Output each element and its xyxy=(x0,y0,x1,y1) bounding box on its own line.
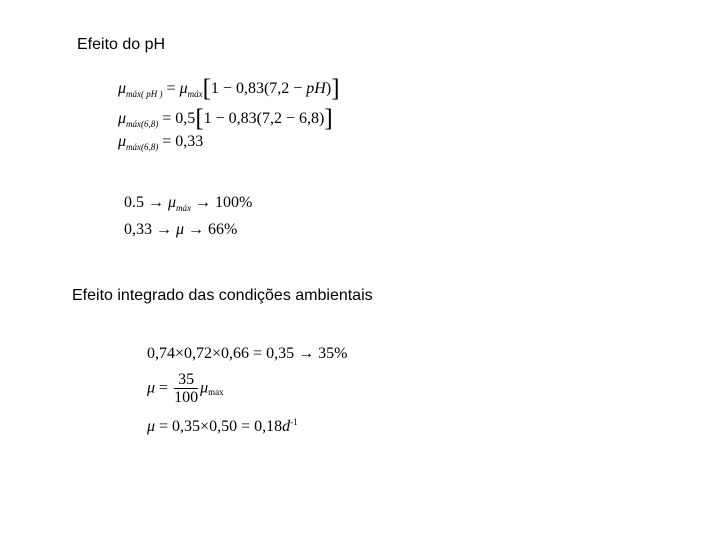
heading-ph-effect: Efeito do pH xyxy=(77,36,166,53)
ph-variable: pH xyxy=(306,80,326,97)
mu-symbol: μ xyxy=(176,221,185,238)
subscript: max xyxy=(208,387,224,397)
open-bracket: [ xyxy=(202,75,211,102)
denominator: 100 xyxy=(174,389,199,406)
percentage: → 66% xyxy=(188,221,238,238)
subscript: máx xyxy=(176,203,192,213)
day-unit: d xyxy=(282,418,291,435)
equation-mu-max-result xyxy=(118,134,203,150)
expression: 1 − 0,83(7,2 − 6,8) xyxy=(203,110,325,127)
equation-fraction xyxy=(147,371,224,406)
close-paren: ) xyxy=(325,80,332,97)
equation-final-rate xyxy=(147,419,298,435)
proportion-line-1 xyxy=(124,195,252,211)
heading-integrated-effect: Efeito integrado das condições ambientais xyxy=(72,287,373,304)
expression: = 0,35×0,50 = 0,18 xyxy=(159,418,283,435)
subscript: máx(6,8) xyxy=(126,119,159,129)
proportion-line-2 xyxy=(124,222,237,238)
subscript: máx(6,8) xyxy=(126,142,159,152)
mu-symbol: μ xyxy=(118,80,127,97)
equals: = xyxy=(166,80,176,97)
equals: = xyxy=(159,379,169,397)
open-bracket: [ xyxy=(195,105,204,132)
equation-mu-max-ph xyxy=(118,73,340,102)
mu-symbol: μ xyxy=(118,110,127,127)
mu-symbol: μ xyxy=(118,133,127,150)
exponent: -1 xyxy=(290,417,298,427)
fraction xyxy=(174,371,198,406)
mu-symbol: μ xyxy=(147,418,156,435)
equation-product: 0,74×0,72×0,66 = 0,35 → 35% xyxy=(147,345,348,362)
equals-value: = 0,33 xyxy=(162,133,204,150)
equation-mu-max-6-8 xyxy=(118,103,333,132)
numerator: 35 xyxy=(174,371,198,389)
percentage: → 100% xyxy=(195,194,253,211)
mu-symbol: μ xyxy=(168,194,177,211)
subscript: máx( pH ) xyxy=(126,89,163,99)
close-bracket: ] xyxy=(324,105,333,132)
mu-symbol: μ xyxy=(200,379,209,397)
subscript: máx xyxy=(187,89,203,99)
equals-value: = 0,5 xyxy=(162,110,196,127)
value: 0,33 → xyxy=(124,221,172,238)
value: 0.5 → xyxy=(124,194,164,211)
mu-symbol: μ xyxy=(179,80,188,97)
close-bracket: ] xyxy=(331,75,340,102)
mu-symbol: μ xyxy=(147,379,156,397)
expression: 1 − 0,83(7,2 − xyxy=(210,80,307,97)
